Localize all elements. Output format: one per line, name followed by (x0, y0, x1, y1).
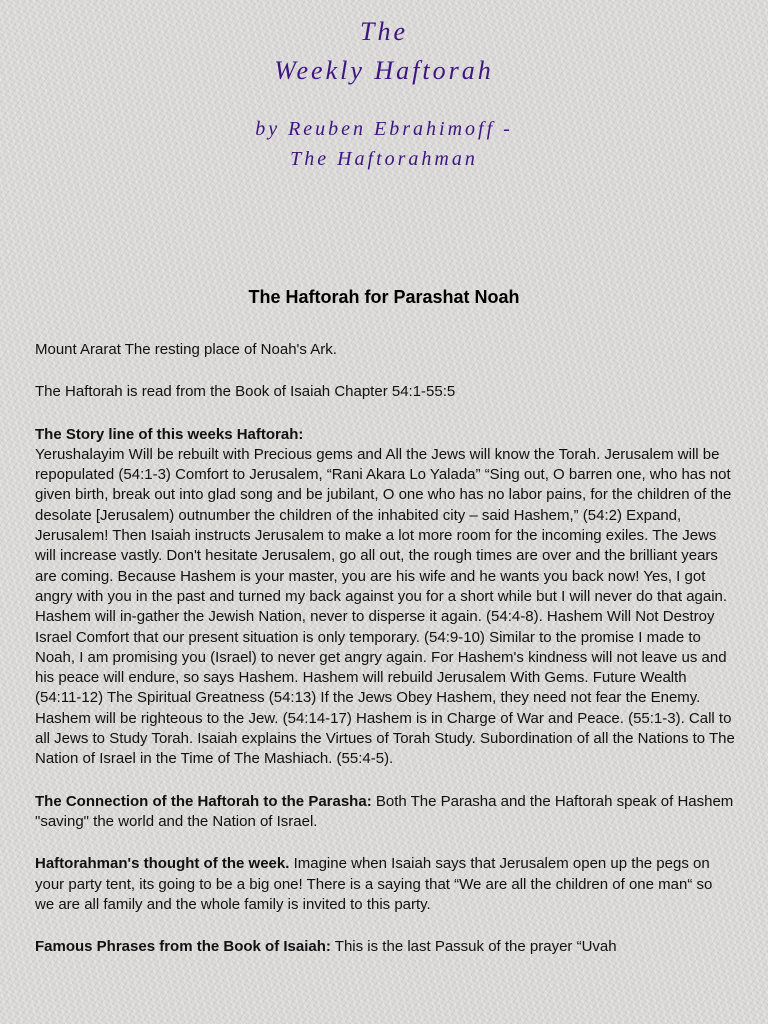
thought-heading: Haftorahman's thought of the week. (35, 855, 290, 873)
thought-section (35, 854, 735, 915)
author-byline (0, 114, 768, 174)
intro-paragraph: Mount Ararat The resting place of Noah's Ark. (35, 341, 337, 358)
phrases-body: This is the last Passuk of the prayer “Uvah (330, 938, 617, 956)
connection-body: Both The Parasha and the Haftorah speak of Hashem "saving" the world and the Nation of Israel. (35, 792, 734, 830)
thought-body: Imagine when Isaiah says that Jerusalem open up the pegs on your party tent, its going to be a big one! There is a saying that “We are all the children of one man“ so we are all family and the whole family is invited to this party. (35, 855, 713, 913)
reading-paragraph: The Haftorah is read from the Book of Isaiah Chapter 54:1-55:5 (35, 383, 456, 401)
masthead-line-2: Weekly Haftorah (274, 56, 494, 85)
connection-section (35, 792, 735, 833)
article-title: The Haftorah for Parashat Noah (248, 287, 520, 307)
phrases-section (35, 937, 735, 957)
article-body (35, 340, 735, 979)
masthead-title (0, 12, 768, 90)
phrases-heading: Famous Phrases from the Book of Isaiah: (35, 938, 331, 956)
connection-heading: The Connection of the Haftorah to the Parasha: (35, 792, 372, 810)
byline-line-1: by Reuben Ebrahimoff - (255, 118, 513, 140)
masthead-line-1: The (360, 17, 408, 46)
story-section (35, 425, 735, 770)
byline-line-2: The Haftorahman (290, 148, 478, 170)
story-heading: The Story line of this weeks Haftorah: (35, 425, 304, 443)
story-body: Yerushalayim Will be rebuilt with Precious gems and All the Jews will know the Torah. Jerusalem will be repopulated (54:1-3) Comfort to Jerusalem, “Rani Akara Lo Yalada” “Sing out, O barren one, who has not given birth, break out into glad song and be jubilant, O one who has no labor pains, for the children of the desolate [Jerusalem) outnumber the children of the inhabited city – said Hashem,” (54:2) Expand, Jerusalem! Then Isaiah instructs Jerusalem to make a lot more room for the incoming exiles. The Jews will increase vastly. Don't hesitate Jerusalem, go all out, the rough times are over and the brilliant years are coming. Because Hashem is your master, you are his wife and he wants you back now! Yes, I got angry with you in the past and turned my back against you for a short while but I will never do that again. Hashem will in-gather the Jewish Nation, never to disperse it again. (54:4-8). Hashem Will Not Destroy Israel Comfort that our present situation is only temporary. (54:9-10) Similar to the promise I made to Noah, I am promising you (Israel) to never get angry again. For Hashem's kindness will not leave us and his peace will endure, so says Hashem. Hashem will rebuild Jerusalem With Gems. Future Wealth (54:11-12) The Spiritual Greatness (54:13) If the Jews Obey Hashem, they need not fear the Enemy. Hashem will be righteous to the Jew. (54:14-17) Hashem is in Charge of War and Peace. (55:1-3). Call to all Jews to Study Torah. Isaiah explains the Virtues of Torah Study. Subordination of all the Nations to The Nation of Israel in the Time of The Mashiach. (55:4-5). (35, 445, 735, 768)
